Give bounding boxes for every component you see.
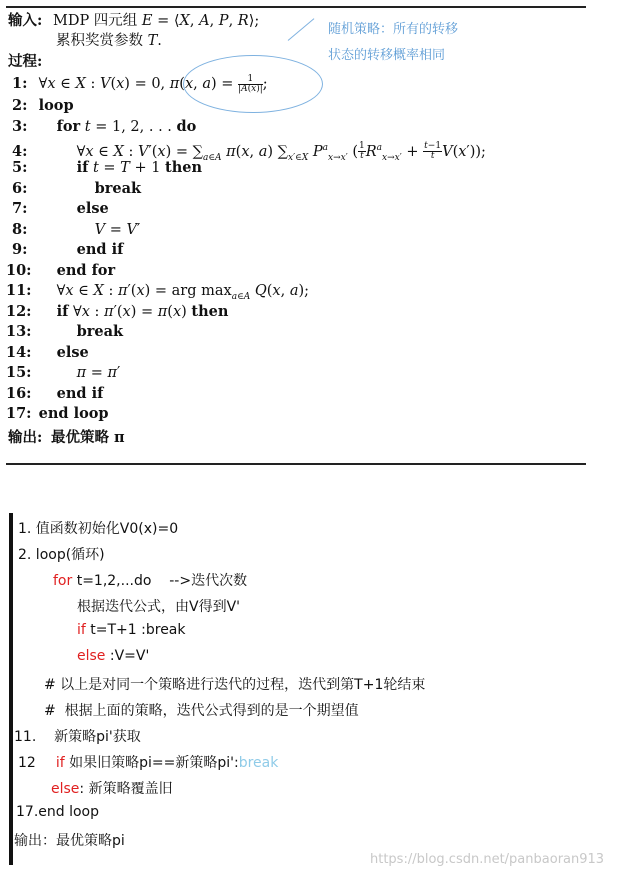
algo-line-10: 10: end for — [6, 262, 116, 279]
note-line-7: # 以上是对同一个策略进行迭代的过程，迭代到第T+1轮结束 — [44, 677, 426, 693]
note-line-10: 12 if 如果旧策略pi==新策略pi':break — [18, 755, 279, 771]
note-line-6: else :V=V' — [77, 648, 150, 664]
algo-line-4: 4: ∀x ∈ X : $V'(x) = \sum_{a\in A}$ π(x, a) $\sum_{x'\in X}$ $P^a_{x\to x'}$ ( $\frac{1}{t}$ $R^a_{x\to x'}$ + $\frac{t-1}{t}$ V(x′)); — [12, 141, 486, 163]
output-label: 输出: — [8, 429, 43, 446]
algo-line-9: 9: end if — [12, 241, 124, 258]
process-label: 过程: — [8, 53, 43, 70]
input-row-2: 累积奖赏参数 T. — [56, 33, 162, 49]
note-line-11: else: 新策略覆盖旧 — [51, 781, 173, 797]
faded-break: break — [238, 755, 279, 771]
top-rule — [6, 6, 586, 8]
note-line-8: # 根据上面的策略，迭代公式得到的是一个期望值 — [44, 703, 359, 719]
annotation-pointer — [288, 18, 315, 41]
annotation-ellipse — [183, 55, 323, 113]
algo-line-7: 7: else — [12, 200, 109, 217]
note-line-9: 11. 新策略pi'获取 — [14, 729, 141, 745]
note-line-13: 输出：最优策略pi — [14, 833, 125, 849]
algo-line-6: 6: break — [12, 180, 142, 197]
algo-line-14: 14: else — [6, 344, 89, 361]
annotation-line-2: 状态的转移概率相同 — [328, 48, 446, 63]
watermark: https://blog.csdn.net/panbaoran913 — [370, 852, 605, 867]
annotation-line-1: 随机策略：所有的转移 — [328, 22, 459, 37]
input-label: 输入: — [8, 12, 43, 29]
algo-line-11: 11: ∀x ∈ X : π′(x) = arg $\max_{a\in A} Q(x$, a); — [6, 282, 310, 302]
input-row: 输入: MDP 四元组 E = ⟨X, A, P, R⟩; — [8, 12, 260, 29]
algo-line-16: 16: end if — [6, 385, 104, 402]
note-line-3: for t=1,2,...do -->迭代次数 — [53, 573, 248, 589]
algo-line-2: 2: loop — [12, 97, 74, 114]
note-line-1: 1. 值函数初始化V0(x)=0 — [18, 521, 179, 537]
algo-line-1: 1: ∀x ∈ X : V(x) = 0, π(x, a) = $\frac{1}{|A(x)|}$ ; — [12, 73, 268, 94]
note-line-5: if t=T+1 :break — [77, 622, 186, 638]
output-text: 最优策略 π — [50, 429, 125, 446]
bottom-rule — [6, 463, 586, 465]
algo-line-12: 12: if ∀x : π′(x) = π(x) then — [6, 303, 229, 320]
note-line-12: 17.end loop — [16, 804, 99, 820]
algo-line-5: 5: if t = T + 1 then — [12, 159, 203, 176]
algo-line-8: 8: V = V′ — [12, 221, 141, 238]
keyword-if-2: if — [55, 755, 65, 771]
output-row — [8, 428, 125, 448]
keyword-else: else — [77, 648, 106, 664]
algo-line-3: 3: for t = 1, 2, . . . do — [12, 118, 197, 135]
algo-line-13: 13: break — [6, 323, 124, 340]
keyword-else-2: else — [51, 781, 80, 797]
algo-line-17: 17: end loop — [6, 405, 109, 422]
keyword-if: if — [77, 622, 86, 638]
keyword-for: for — [53, 573, 73, 589]
note-line-2: 2. loop(循环) — [18, 547, 105, 563]
algo-line-15: 15: π = π′ — [6, 364, 121, 381]
notes-left-bar — [9, 513, 13, 865]
note-line-4: 根据迭代公式，由V得到V' — [77, 599, 241, 615]
